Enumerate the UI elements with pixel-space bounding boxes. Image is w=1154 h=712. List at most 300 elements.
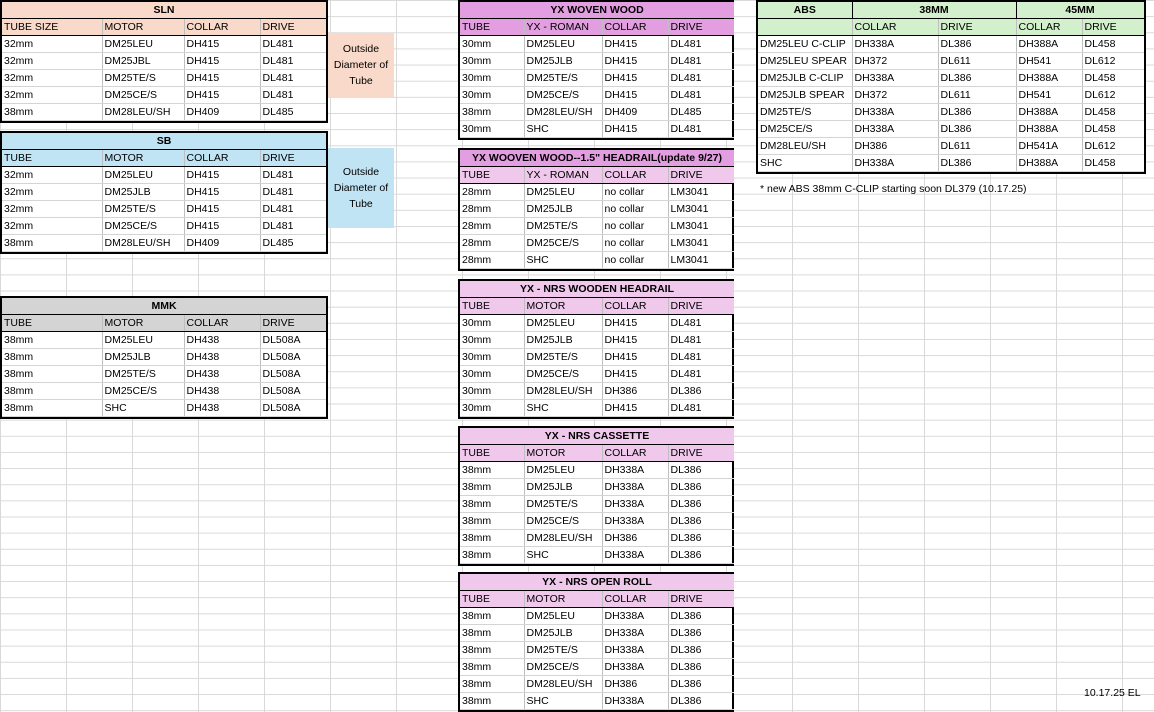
table-cell[interactable]: DM25JLB — [102, 349, 184, 366]
table-row — [460, 530, 734, 547]
table-cell[interactable]: DM25TE/S — [102, 70, 184, 87]
table-cell[interactable]: 38mm — [460, 547, 524, 564]
table-cell[interactable]: 30mm — [460, 332, 524, 349]
table-cell[interactable]: DH338A — [602, 642, 668, 659]
table-cell[interactable]: SHC — [524, 121, 602, 138]
table-cell[interactable]: DH409 — [184, 235, 260, 252]
column-header: COLLAR — [184, 150, 260, 167]
table-title: YX WOVEN WOOD — [460, 2, 734, 19]
table-row — [2, 104, 326, 121]
table-cell[interactable]: DM25JLB — [524, 625, 602, 642]
table-cell[interactable]: DM25CE/S — [524, 513, 602, 530]
table-cell[interactable]: DL386 — [668, 479, 734, 496]
table-cell[interactable]: DM25TE/S — [524, 349, 602, 366]
table-cell[interactable]: 38mm — [460, 104, 524, 121]
table-cell[interactable]: 28mm — [460, 252, 524, 269]
table-cell[interactable]: DM25TE/S — [102, 201, 184, 218]
table-cell[interactable]: 28mm — [460, 218, 524, 235]
table-cell[interactable]: SHC — [524, 547, 602, 564]
column-header: MOTOR — [102, 315, 184, 332]
table-row — [460, 462, 734, 479]
table-cell[interactable]: 38mm — [2, 332, 102, 349]
table-cell[interactable]: DL612 — [1082, 138, 1144, 155]
table-cell[interactable]: DH386 — [852, 138, 938, 155]
table-cell[interactable]: DH415 — [184, 53, 260, 70]
table-cell[interactable]: 30mm — [460, 349, 524, 366]
table-cell[interactable]: DH388A — [1016, 121, 1082, 138]
table-cell[interactable]: DL386 — [668, 608, 734, 625]
table-title: YX - NRS WOODEN HEADRAIL — [460, 281, 734, 298]
table-cell[interactable]: DM25TE/S — [524, 218, 602, 235]
table-cell[interactable]: DM25JLB SPEAR — [758, 87, 852, 104]
column-header: TUBE — [460, 445, 524, 462]
table-cell[interactable]: DL481 — [260, 201, 326, 218]
table-cell[interactable]: DL611 — [938, 53, 1016, 70]
table-cell[interactable]: DH338A — [602, 462, 668, 479]
column-header: COLLAR — [602, 445, 668, 462]
table-row — [460, 693, 734, 710]
table-cell[interactable]: DM25TE/S — [758, 104, 852, 121]
table-cell[interactable]: 38mm — [2, 235, 102, 252]
table-row — [460, 383, 734, 400]
table-row — [758, 53, 1144, 70]
column-header: MOTOR — [524, 591, 602, 608]
table-cell[interactable]: DM25CE/S — [524, 235, 602, 252]
table-cell[interactable]: DM25JLB — [524, 479, 602, 496]
table-cell[interactable]: DH541 — [1016, 87, 1082, 104]
table-cell[interactable]: DM25LEU — [524, 462, 602, 479]
table-cell[interactable]: DL386 — [668, 642, 734, 659]
table-row — [2, 218, 326, 235]
table-cell[interactable]: DM25TE/S — [524, 496, 602, 513]
column-header: YX - ROMAN — [524, 167, 602, 184]
table-cell[interactable]: DH438 — [184, 332, 260, 349]
table-mmk — [0, 296, 328, 419]
table-cell[interactable]: DM28LEU/SH — [524, 383, 602, 400]
table-cell[interactable]: DH415 — [184, 201, 260, 218]
table-cell[interactable]: 38mm — [2, 366, 102, 383]
table-cell[interactable]: LM3041 — [668, 252, 734, 269]
table-cell[interactable]: DH415 — [184, 167, 260, 184]
column-header: TUBE — [2, 315, 102, 332]
table-cell[interactable]: DL481 — [668, 315, 734, 332]
table-cell[interactable]: SHC — [102, 400, 184, 417]
table-cell[interactable]: DL508A — [260, 349, 326, 366]
table-row — [460, 642, 734, 659]
table-cell[interactable]: DH338A — [852, 155, 938, 172]
table-cell[interactable]: DH386 — [602, 530, 668, 547]
table-title: MMK — [2, 298, 326, 315]
abs-note: * new ABS 38mm C-CLIP starting soon DL379 (10.17.25) — [760, 183, 1027, 195]
table-cell[interactable]: DM28LEU/SH — [524, 530, 602, 547]
table-cell[interactable]: DH386 — [602, 383, 668, 400]
table-cell[interactable]: 32mm — [2, 70, 102, 87]
table-row — [2, 36, 326, 53]
table-cell[interactable]: DL386 — [668, 383, 734, 400]
table-cell[interactable]: 38mm — [2, 104, 102, 121]
table-cell[interactable]: DL458 — [1082, 155, 1144, 172]
table-yx-woven-wood — [458, 0, 734, 140]
table-cell[interactable]: DL386 — [938, 121, 1016, 138]
table-cell[interactable]: DH386 — [602, 676, 668, 693]
table-cell[interactable]: no collar — [602, 235, 668, 252]
table-cell[interactable]: DH338A — [602, 513, 668, 530]
table-cell[interactable]: DH338A — [852, 104, 938, 121]
table-cell[interactable]: DM25LEU — [524, 315, 602, 332]
column-header: COLLAR — [184, 315, 260, 332]
table-cell[interactable]: DM25CE/S — [758, 121, 852, 138]
table-cell[interactable]: DL386 — [668, 676, 734, 693]
table-row — [758, 87, 1144, 104]
table-cell[interactable]: DL386 — [668, 625, 734, 642]
table-cell[interactable]: DL481 — [260, 167, 326, 184]
table-cell[interactable]: DL386 — [668, 462, 734, 479]
column-header: TUBE SIZE — [2, 19, 102, 36]
table-cell[interactable]: DH415 — [602, 70, 668, 87]
table-abs — [756, 0, 1146, 174]
table-cell[interactable]: DH415 — [602, 315, 668, 332]
table-sb — [0, 131, 328, 254]
table-row — [2, 383, 326, 400]
table-cell[interactable]: DH415 — [184, 87, 260, 104]
table-cell[interactable]: DM25JLB — [524, 201, 602, 218]
table-cell[interactable]: DL508A — [260, 383, 326, 400]
table-row — [2, 184, 326, 201]
column-header: TUBE — [460, 19, 524, 36]
table-cell[interactable]: DL481 — [668, 349, 734, 366]
table-cell[interactable]: DL386 — [938, 104, 1016, 121]
table-yx-headrail — [458, 148, 734, 271]
table-cell[interactable]: DH415 — [602, 366, 668, 383]
table-cell[interactable]: DH415 — [602, 332, 668, 349]
table-cell[interactable]: DL481 — [260, 53, 326, 70]
table-title: YX - NRS CASSETTE — [460, 428, 734, 445]
table-cell[interactable]: DL481 — [260, 70, 326, 87]
table-cell[interactable]: 30mm — [460, 70, 524, 87]
table-cell[interactable]: DM25LEU — [102, 36, 184, 53]
table-row — [2, 235, 326, 252]
table-cell[interactable]: SHC — [524, 252, 602, 269]
table-cell[interactable]: DH415 — [184, 218, 260, 235]
table-cell[interactable]: DL481 — [260, 36, 326, 53]
table-cell[interactable]: DH388A — [1016, 104, 1082, 121]
table-row — [460, 70, 734, 87]
table-row — [758, 138, 1144, 155]
table-cell[interactable]: DH338A — [852, 70, 938, 87]
table-cell[interactable]: DL481 — [668, 121, 734, 138]
table-cell[interactable]: DH438 — [184, 366, 260, 383]
column-header: MOTOR — [102, 19, 184, 36]
column-header: DRIVE — [260, 19, 326, 36]
table-cell[interactable]: DH415 — [184, 184, 260, 201]
column-header: COLLAR — [602, 298, 668, 315]
column-header: DRIVE — [668, 445, 734, 462]
table-cell[interactable]: DH338A — [852, 121, 938, 138]
table-cell[interactable]: DH338A — [602, 547, 668, 564]
table-cell[interactable]: no collar — [602, 252, 668, 269]
column-header: TUBE — [460, 167, 524, 184]
table-cell[interactable]: 38mm — [2, 349, 102, 366]
table-yx-nrs-open-roll — [458, 572, 734, 712]
table-cell[interactable]: DL458 — [1082, 70, 1144, 87]
table-cell[interactable]: DL508A — [260, 366, 326, 383]
table-cell[interactable]: DH338A — [602, 496, 668, 513]
table-cell[interactable]: DL481 — [668, 87, 734, 104]
table-cell[interactable]: 32mm — [2, 53, 102, 70]
table-cell[interactable]: DM25CE/S — [524, 659, 602, 676]
table-cell[interactable]: DL481 — [668, 36, 734, 53]
table-cell[interactable]: DH438 — [184, 349, 260, 366]
table-row — [2, 70, 326, 87]
table-cell[interactable]: DH409 — [184, 104, 260, 121]
column-header: DRIVE — [668, 591, 734, 608]
table-cell[interactable]: 38mm — [460, 659, 524, 676]
table-cell[interactable]: LM3041 — [668, 218, 734, 235]
table-cell[interactable]: DL612 — [1082, 87, 1144, 104]
table-cell[interactable]: 38mm — [460, 462, 524, 479]
table-cell[interactable]: 30mm — [460, 366, 524, 383]
table-row — [460, 366, 734, 383]
table-cell[interactable]: 32mm — [2, 167, 102, 184]
table-cell[interactable]: 32mm — [2, 218, 102, 235]
table-cell[interactable]: 30mm — [460, 36, 524, 53]
table-cell[interactable]: 38mm — [460, 530, 524, 547]
table-cell[interactable]: DH415 — [602, 53, 668, 70]
table-cell[interactable]: DM25JBL — [102, 53, 184, 70]
table-cell[interactable]: no collar — [602, 218, 668, 235]
table-cell[interactable]: SHC — [524, 400, 602, 417]
table-row — [460, 676, 734, 693]
table-cell[interactable]: DL508A — [260, 400, 326, 417]
table-cell[interactable]: no collar — [602, 184, 668, 201]
table-cell[interactable]: 32mm — [2, 201, 102, 218]
column-header: COLLAR — [852, 19, 938, 36]
table-cell[interactable]: DH338A — [602, 608, 668, 625]
table-cell[interactable]: 32mm — [2, 87, 102, 104]
table-cell[interactable]: no collar — [602, 201, 668, 218]
table-cell[interactable]: 28mm — [460, 235, 524, 252]
table-cell[interactable]: DM25LEU — [524, 184, 602, 201]
table-row — [460, 315, 734, 332]
table-row — [460, 496, 734, 513]
table-cell[interactable]: DH388A — [1016, 70, 1082, 87]
table-cell[interactable]: DL481 — [668, 70, 734, 87]
table-cell[interactable]: DH338A — [602, 693, 668, 710]
column-header: TUBE — [2, 150, 102, 167]
column-header: DRIVE — [260, 315, 326, 332]
table-cell[interactable]: DH338A — [602, 659, 668, 676]
table-cell[interactable]: DL481 — [260, 184, 326, 201]
table-cell[interactable]: 30mm — [460, 383, 524, 400]
table-cell[interactable]: DL458 — [1082, 104, 1144, 121]
table-cell[interactable]: DH388A — [1016, 155, 1082, 172]
column-header: MOTOR — [524, 445, 602, 462]
table-cell[interactable]: DL481 — [668, 400, 734, 417]
table-row — [2, 167, 326, 184]
table-cell[interactable]: DH338A — [602, 625, 668, 642]
table-cell[interactable]: LM3041 — [668, 201, 734, 218]
table-title: SLN — [2, 2, 326, 19]
table-cell[interactable]: DL386 — [938, 36, 1016, 53]
table-cell[interactable]: DL481 — [668, 53, 734, 70]
column-header: COLLAR — [602, 167, 668, 184]
column-header: DRIVE — [668, 19, 734, 36]
table-cell[interactable]: DM25JLB C-CLIP — [758, 70, 852, 87]
table-cell[interactable]: DH541A — [1016, 138, 1082, 155]
table-cell[interactable]: DL386 — [938, 70, 1016, 87]
table-row — [460, 547, 734, 564]
table-cell[interactable]: DM28LEU/SH — [102, 235, 184, 252]
table-cell[interactable]: 38mm — [460, 642, 524, 659]
table-cell[interactable]: DM25CE/S — [102, 87, 184, 104]
table-row — [758, 155, 1144, 172]
table-cell[interactable]: DL386 — [668, 496, 734, 513]
table-cell[interactable]: 30mm — [460, 400, 524, 417]
table-row — [758, 121, 1144, 138]
table-cell[interactable]: DM25JLB — [524, 332, 602, 349]
table-cell[interactable]: 28mm — [460, 201, 524, 218]
column-header: DRIVE — [260, 150, 326, 167]
table-cell[interactable]: DL481 — [260, 87, 326, 104]
table-cell[interactable]: DM25TE/S — [102, 366, 184, 383]
table-cell[interactable]: DL612 — [1082, 53, 1144, 70]
table-cell[interactable]: 38mm — [460, 676, 524, 693]
column-header: MOTOR — [524, 298, 602, 315]
table-cell[interactable]: DM25JLB — [102, 184, 184, 201]
table-cell[interactable]: DH372 — [852, 53, 938, 70]
abs-group-header: ABS — [758, 2, 852, 19]
table-cell[interactable]: DH415 — [602, 36, 668, 53]
abs-group-header: 45MM — [1016, 2, 1144, 19]
table-cell[interactable]: DH415 — [602, 349, 668, 366]
table-cell[interactable]: DM28LEU/SH — [102, 104, 184, 121]
table-cell[interactable]: 32mm — [2, 184, 102, 201]
column-header: MOTOR — [102, 150, 184, 167]
table-cell[interactable]: DH415 — [602, 400, 668, 417]
table-row — [460, 36, 734, 53]
table-cell[interactable]: DH388A — [1016, 36, 1082, 53]
table-cell[interactable]: DM25LEU — [524, 608, 602, 625]
table-cell[interactable]: DH541 — [1016, 53, 1082, 70]
table-row — [2, 366, 326, 383]
table-cell[interactable]: DM25LEU SPEAR — [758, 53, 852, 70]
table-cell[interactable]: LM3041 — [668, 235, 734, 252]
table-cell[interactable]: DH415 — [602, 87, 668, 104]
table-cell[interactable]: 30mm — [460, 315, 524, 332]
table-cell[interactable]: 38mm — [460, 608, 524, 625]
table-cell[interactable]: DH438 — [184, 400, 260, 417]
column-header — [758, 19, 852, 36]
table-cell[interactable]: LM3041 — [668, 184, 734, 201]
column-header: COLLAR — [1016, 19, 1082, 36]
table-cell[interactable]: DM25CE/S — [102, 218, 184, 235]
table-cell[interactable]: DM25CE/S — [102, 383, 184, 400]
table-cell[interactable]: DL485 — [260, 104, 326, 121]
column-header: DRIVE — [1082, 19, 1144, 36]
table-cell[interactable]: DL386 — [668, 547, 734, 564]
table-row — [460, 349, 734, 366]
table-cell[interactable]: DL386 — [668, 693, 734, 710]
table-yx-nrs-cassette — [458, 426, 734, 566]
table-cell[interactable]: DH338A — [852, 36, 938, 53]
table-row — [460, 659, 734, 676]
column-header: COLLAR — [602, 591, 668, 608]
table-cell[interactable]: DL458 — [1082, 121, 1144, 138]
table-cell[interactable]: DM25LEU — [102, 332, 184, 349]
table-cell[interactable]: SHC — [524, 693, 602, 710]
table-cell[interactable]: 30mm — [460, 53, 524, 70]
table-cell[interactable]: DL611 — [938, 87, 1016, 104]
table-cell[interactable]: 28mm — [460, 184, 524, 201]
table-cell[interactable]: 38mm — [460, 479, 524, 496]
table-cell[interactable]: DL386 — [668, 530, 734, 547]
table-cell[interactable]: DH409 — [602, 104, 668, 121]
table-row — [758, 70, 1144, 87]
table-row — [2, 349, 326, 366]
table-cell[interactable]: 38mm — [460, 693, 524, 710]
table-cell[interactable]: SHC — [758, 155, 852, 172]
table-title: SB — [2, 133, 326, 150]
table-cell[interactable]: DH415 — [184, 70, 260, 87]
table-cell[interactable]: DL386 — [668, 659, 734, 676]
table-cell[interactable]: DL481 — [260, 218, 326, 235]
table-cell[interactable]: 38mm — [460, 496, 524, 513]
table-cell[interactable]: DL481 — [668, 332, 734, 349]
column-header: YX - ROMAN — [524, 19, 602, 36]
table-cell[interactable]: DM25CE/S — [524, 87, 602, 104]
table-cell[interactable]: 38mm — [2, 400, 102, 417]
table-cell[interactable]: DM25TE/S — [524, 70, 602, 87]
table-cell[interactable]: 32mm — [2, 36, 102, 53]
table-cell[interactable]: DM25JLB — [524, 53, 602, 70]
table-cell[interactable]: DM25TE/S — [524, 642, 602, 659]
table-cell[interactable]: DL611 — [938, 138, 1016, 155]
table-cell[interactable]: 30mm — [460, 87, 524, 104]
table-row — [2, 53, 326, 70]
table-cell[interactable]: DL485 — [260, 235, 326, 252]
table-cell[interactable]: DH372 — [852, 87, 938, 104]
table-cell[interactable]: DM28LEU/SH — [524, 104, 602, 121]
table-cell[interactable]: DL481 — [668, 366, 734, 383]
table-cell[interactable]: DM25CE/S — [524, 366, 602, 383]
table-cell[interactable]: DL508A — [260, 332, 326, 349]
table-cell[interactable]: 38mm — [460, 513, 524, 530]
table-row — [758, 36, 1144, 53]
table-title: YX WOOVEN WOOD--1.5" HEADRAIL(update 9/27) — [460, 150, 734, 167]
table-cell[interactable]: DH415 — [184, 36, 260, 53]
table-cell[interactable]: 38mm — [460, 625, 524, 642]
table-row — [460, 201, 734, 218]
column-header: TUBE — [460, 591, 524, 608]
table-cell[interactable]: 30mm — [460, 121, 524, 138]
table-cell[interactable]: DL485 — [668, 104, 734, 121]
table-row — [2, 400, 326, 417]
table-cell[interactable]: DH415 — [602, 121, 668, 138]
table-cell[interactable]: 38mm — [2, 383, 102, 400]
abs-group-header: 38MM — [852, 2, 1016, 19]
table-cell[interactable]: DL386 — [938, 155, 1016, 172]
table-cell[interactable]: DH338A — [602, 479, 668, 496]
side-note-sb: Outside Diameter of Tube — [328, 148, 394, 228]
table-cell[interactable]: DL458 — [1082, 36, 1144, 53]
table-cell[interactable]: DM28LEU/SH — [524, 676, 602, 693]
table-cell[interactable]: DM25LEU C-CLIP — [758, 36, 852, 53]
table-cell[interactable]: DM28LEU/SH — [758, 138, 852, 155]
table-cell[interactable]: DH438 — [184, 383, 260, 400]
table-cell[interactable]: DM25LEU — [102, 167, 184, 184]
table-cell[interactable]: DM25LEU — [524, 36, 602, 53]
table-cell[interactable]: DL386 — [668, 513, 734, 530]
